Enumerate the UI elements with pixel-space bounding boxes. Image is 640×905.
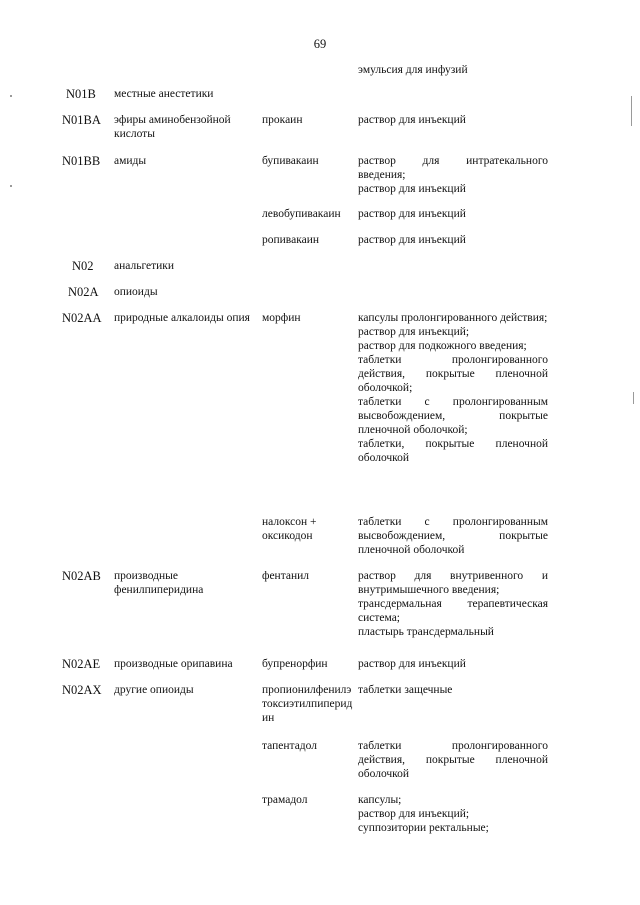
dosage-form: раствор для инъекций [358, 183, 466, 195]
drug-name: прокаин [262, 114, 303, 126]
dosage-form: трансдермальная терапевтическая система; [358, 598, 548, 624]
atc-group: производные фенилпиперидина [114, 570, 204, 596]
atc-group: другие опиоиды [114, 684, 194, 696]
continuation-form: эмульсия для инфузий [358, 64, 468, 76]
drug-name: морфин [262, 312, 301, 324]
dosage-forms [358, 515, 548, 557]
dosage-forms [358, 793, 548, 835]
dosage-form: раствор для инъекций; [358, 326, 470, 338]
dosage-form: таблетки, покрытые пленочной оболочкой [358, 438, 548, 464]
drug-name: трамадол [262, 794, 308, 806]
drug-name: фентанил [262, 570, 310, 582]
drug-name: левобупивакаин [262, 208, 341, 220]
atc-code: N01B [66, 87, 96, 101]
atc-code: N02AA [62, 311, 102, 325]
drug-name: бупивакаин [262, 155, 319, 167]
dosage-forms [358, 657, 548, 671]
atc-group: амиды [114, 155, 147, 167]
dosage-form: суппозитории ректальные; [358, 822, 489, 834]
dosage-form: раствор для интратекального введения; [358, 155, 548, 181]
dosage-forms [358, 683, 548, 697]
dosage-form: таблетки с пролонгированным высвобождением, покрытые пленочной оболочкой; [358, 396, 548, 436]
dosage-form: раствор для инъекций; [358, 808, 470, 820]
atc-code: N02AB [62, 569, 101, 583]
atc-code: N02AX [62, 683, 102, 697]
dosage-form: раствор для инъекций [358, 658, 466, 670]
drug-name: пропионилфенилэтоксиэтилпиперидин [262, 684, 353, 724]
dosage-form: пластырь трансдермальный [358, 626, 494, 638]
dosage-forms [358, 739, 548, 781]
dosage-form: раствор для инъекций [358, 114, 466, 126]
drug-name: налоксон + оксикодон [262, 516, 317, 542]
atc-code: N02A [68, 285, 99, 299]
scan-mark [10, 95, 12, 97]
dosage-form: таблетки защечные [358, 684, 453, 696]
atc-group: производные орипавина [114, 658, 233, 670]
atc-group: эфиры аминобензойной кислоты [114, 114, 231, 140]
dosage-form: капсулы пролонгированного действия; [358, 312, 548, 324]
dosage-form: раствор для инъекций [358, 234, 466, 246]
scan-mark [633, 392, 634, 404]
atc-code: N01BA [62, 113, 101, 127]
dosage-forms [358, 207, 548, 221]
dosage-form: раствор для подкожного введения; [358, 340, 527, 352]
dosage-forms [358, 311, 548, 465]
dosage-form: таблетки с пролонгированным высвобождением, покрытые пленочной оболочкой [358, 516, 548, 556]
atc-group: местные анестетики [114, 88, 214, 100]
scan-mark [10, 185, 12, 187]
atc-code: N01BB [62, 154, 101, 168]
dosage-form: таблетки пролонгированного действия, покрытые пленочной оболочкой; [358, 354, 548, 394]
scan-mark [631, 96, 632, 126]
drug-name: тапентадол [262, 740, 317, 752]
dosage-forms [358, 154, 548, 196]
page-number: 69 [313, 37, 327, 51]
dosage-form: капсулы; [358, 794, 402, 806]
atc-code: N02 [72, 259, 94, 273]
drug-name: бупренорфин [262, 658, 328, 670]
atc-code: N02AE [62, 657, 101, 671]
atc-group: опиоиды [114, 286, 158, 298]
atc-group: природные алкалоиды опия [114, 312, 250, 324]
dosage-form: таблетки пролонгированного действия, покрытые пленочной оболочкой [358, 740, 548, 780]
dosage-form: раствор для внутривенного и внутримышечного введения; [358, 570, 548, 596]
dosage-forms [358, 113, 548, 127]
dosage-forms [358, 569, 548, 639]
dosage-form: раствор для инъекций [358, 208, 466, 220]
dosage-forms [358, 233, 548, 247]
drug-name: ропивакаин [262, 234, 320, 246]
atc-group: анальгетики [114, 260, 175, 272]
